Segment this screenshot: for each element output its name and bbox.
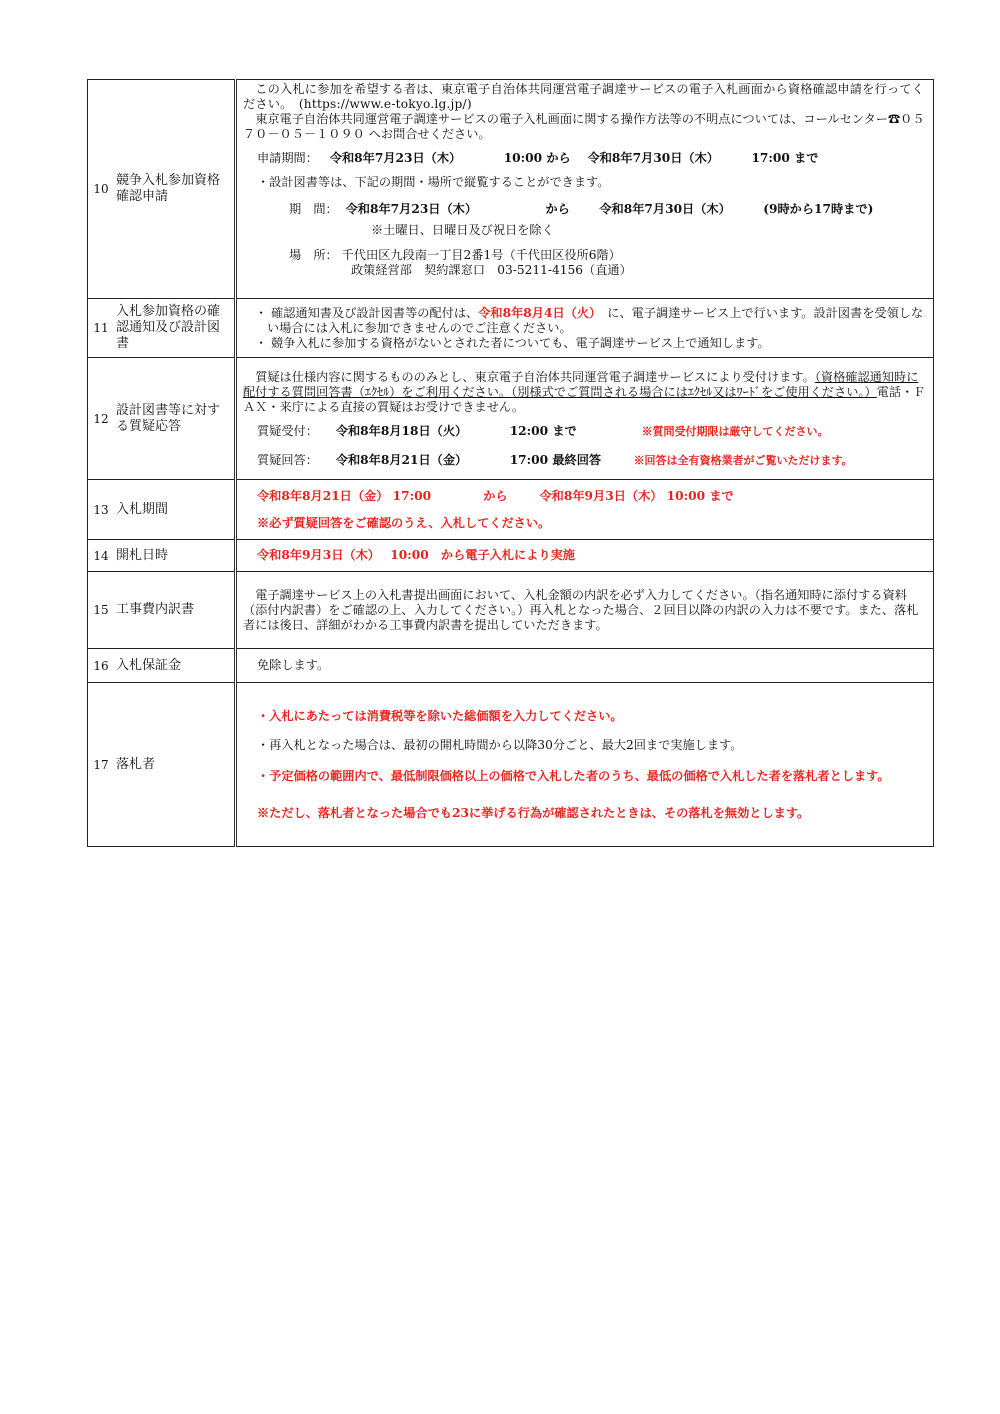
viewing-place: 場 所： 千代田区九段南一丁目2番1号（千代田区役所6階） <box>289 248 621 262</box>
inquiry-paragraph: 質疑は仕様内容に関するもののみとし、東京電子自治体共同運営電子調達サービスにより受付けます。（資格確認通知時に配付する質問回答書（ｴｸｾﾙ）をご利用ください。（別様式でご質問される場合にはｴｸｾﾙ又はﾜｰﾄﾞをご使用ください。）電話・ＦＡＸ・来庁による直接の質疑はお受けできません。 <box>243 369 926 414</box>
row-number: 13 <box>88 480 115 540</box>
row-content <box>236 683 934 847</box>
row-number: 16 <box>88 649 115 683</box>
table-row <box>88 540 934 572</box>
row-label: 入札参加資格の確認通知及び設計図書 <box>114 299 236 358</box>
table-row <box>88 649 934 683</box>
intro-paragraph: この入札に参加を希望する者は、東京電子自治体共同運営電子調達サービスの電子入札画面から資格確認申請を行ってください。 (https://www.e-tokyo.lg.jp/) <box>243 82 925 111</box>
row-content <box>236 480 934 540</box>
deposit-text: 免除します。 <box>257 658 330 672</box>
bid-conditions-table <box>87 79 934 847</box>
row-content <box>236 299 934 358</box>
inquiry-deadline: 質疑受付： 令和8年8月18日（火） 12:00 まで ※質問受付期限は厳守してください。 <box>257 423 829 438</box>
row-label: 入札保証金 <box>114 649 236 683</box>
row-label: 設計図書等に対する質疑応答 <box>114 358 236 480</box>
row-number: 11 <box>88 299 115 358</box>
viewing-period: 期 間： 令和8年7月23日（木） から 令和8年7月30日（木） (9時から17時まで) <box>289 202 874 216</box>
row-label: 開札日時 <box>114 540 236 572</box>
row-number: 10 <box>88 80 115 299</box>
bid-period-note: ※必ず質疑回答をご確認のうえ、入札してください。 <box>257 515 551 530</box>
table-row <box>88 299 934 358</box>
row-number: 15 <box>88 572 115 649</box>
row-label: 競争入札参加資格確認申請 <box>114 80 236 299</box>
viewing-exclusion: ※土曜日、日曜日及び祝日を除く <box>371 223 554 237</box>
rebid-note: ・再入札となった場合は、最初の開札時間から以降30分ごと、最大2回まで実施します。 <box>257 737 743 752</box>
documents-note: ・設計図書等は、下記の期間・場所で縦覧することができます。 <box>257 175 610 189</box>
table-row <box>88 683 934 847</box>
row-content <box>236 540 934 572</box>
opening-datetime: 令和8年9月3日（木） 10:00 から電子入札により実施 <box>257 548 575 562</box>
row-label: 工事費内訳書 <box>114 572 236 649</box>
tax-note: ・入札にあたっては消費税等を除いた総価額を入力してください。 <box>257 708 623 723</box>
bid-period: 令和8年8月21日（金） 17:00 から 令和8年9月3日（木） 10:00 まで <box>257 488 734 503</box>
cost-breakdown-text: 電子調達サービス上の入札書提出画面において、入札金額の内訳を必ず入力してください。（指名通知時に添付する資料（添付内訳書）をご確認の上、入力してください。）再入札となった場合、２回目以降の内訳の入力は不要です。また、落札者には後日、詳細がわかる工事費内訳書を提出していただきます。 <box>243 587 919 632</box>
helpdesk-paragraph: 東京電子自治体共同運営電子調達サービスの電子入札画面に関する操作方法等の不明点については、コールセンター☎０５７０－０５－１０９０ へお問合せください。 <box>243 112 925 141</box>
distribution-note: ・ 確認通知書及び設計図書等の配付は、令和8年8月4日（火） に、電子調達サービス上で行います。設計図書を受領しない場合には入札に参加できませんのでご注意ください。 <box>255 305 924 335</box>
viewing-contact: 政策経営部 契約課窓口 03-5211-4156（直通） <box>351 263 632 277</box>
ineligible-note: ・ 競争入札に参加する資格がないとされた者についても、電子調達サービス上で通知します。 <box>255 335 770 350</box>
table-row <box>88 480 934 540</box>
application-period: 申請期間： 令和8年7月23日（木） 10:00 から 令和8年7月30日（木） 17:00 まで <box>257 151 819 165</box>
table-row <box>88 80 934 299</box>
row-number: 12 <box>88 358 115 480</box>
row-content <box>236 80 934 299</box>
award-rule: ・予定価格の範囲内で、最低制限価格以上の価格で入札した者のうち、最低の価格で入札した者を落札者とします。 <box>257 768 890 783</box>
table-row <box>88 358 934 480</box>
row-content <box>236 649 934 683</box>
row-number: 14 <box>88 540 115 572</box>
invalidation-note: ※ただし、落札者となった場合でも23に挙げる行為が確認されたときは、その落札を無効とします。 <box>257 805 810 820</box>
row-content <box>236 358 934 480</box>
row-label: 落札者 <box>114 683 236 847</box>
row-content <box>236 572 934 649</box>
row-number: 17 <box>88 683 115 847</box>
row-label: 入札期間 <box>114 480 236 540</box>
answer-date: 質疑回答： 令和8年8月21日（金） 17:00 最終回答 ※回答は全有資格業者がご覧いただけます。 <box>257 452 853 467</box>
table-row <box>88 572 934 649</box>
